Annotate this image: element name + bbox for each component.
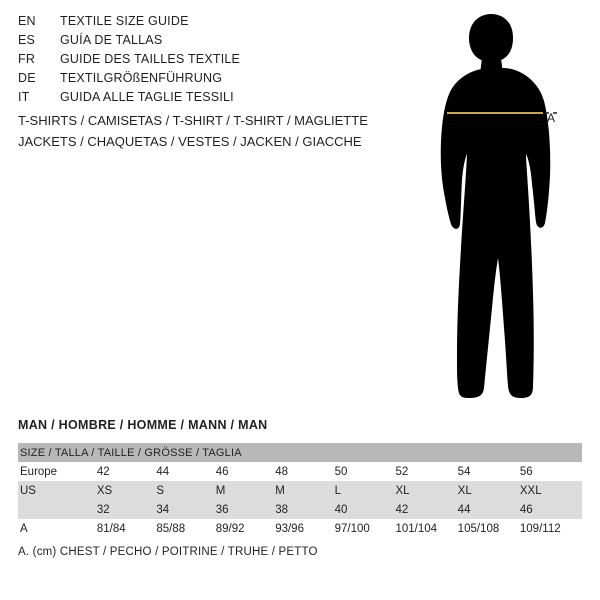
table-cell: 38 — [275, 500, 334, 519]
footnote-chest-measure: A. (cm) CHEST / PECHO / POITRINE / TRUHE / PETTO — [18, 546, 318, 558]
table-cell: 46 — [520, 500, 582, 519]
table-cell: XL — [458, 481, 520, 500]
table-cell: 101/104 — [395, 519, 457, 538]
table-cell: M — [216, 481, 275, 500]
table-header-label: SIZE / TALLA / TAILLE / GRÖSSE / TAGLIA — [18, 443, 582, 462]
language-title: TEXTILGRÖßENFÜHRUNG — [60, 71, 223, 85]
language-title: GUÍA DE TALLAS — [60, 33, 163, 47]
table-cell: XL — [395, 481, 457, 500]
table-cell: L — [335, 481, 396, 500]
table-cell: 44 — [156, 462, 215, 481]
table-cell: 105/108 — [458, 519, 520, 538]
table-cell: 85/88 — [156, 519, 215, 538]
language-row — [18, 90, 398, 109]
language-code: IT — [18, 90, 30, 104]
table-cell: 81/84 — [97, 519, 156, 538]
table-cell: 44 — [458, 500, 520, 519]
silhouette-svg — [395, 8, 595, 408]
table-cell: 89/92 — [216, 519, 275, 538]
row-label: Europe — [18, 462, 97, 481]
language-row — [18, 14, 398, 33]
table-cell: 50 — [335, 462, 396, 481]
language-title: TEXTILE SIZE GUIDE — [60, 14, 189, 28]
table-row — [18, 462, 582, 481]
table-cell: 40 — [335, 500, 396, 519]
table-cell: M — [275, 481, 334, 500]
row-label: US — [18, 481, 97, 500]
category-line-tshirts: T-SHIRTS / CAMISETAS / T-SHIRT / T-SHIRT / MAGLIETTE — [18, 113, 368, 128]
male-silhouette-figure — [395, 8, 595, 408]
table-cell: 56 — [520, 462, 582, 481]
language-code: EN — [18, 14, 36, 28]
table-row — [18, 519, 582, 538]
table-header-row — [18, 443, 582, 462]
row-label: A — [18, 519, 97, 538]
table-cell: S — [156, 481, 215, 500]
table-row — [18, 500, 582, 519]
table-cell: XS — [97, 481, 156, 500]
size-table — [18, 443, 582, 538]
language-code: FR — [18, 52, 36, 66]
table-cell: 36 — [216, 500, 275, 519]
table-cell: 97/100 — [335, 519, 396, 538]
language-code: DE — [18, 71, 36, 85]
table-cell: 109/112 — [520, 519, 582, 538]
table-cell: 46 — [216, 462, 275, 481]
table-cell: 34 — [156, 500, 215, 519]
language-row — [18, 33, 398, 52]
language-row — [18, 52, 398, 71]
table-row — [18, 481, 582, 500]
table-cell: 93/96 — [275, 519, 334, 538]
category-line-jackets: JACKETS / CHAQUETAS / VESTES / JACKEN / GIACCHE — [18, 134, 362, 149]
table-cell: XXL — [520, 481, 582, 500]
table-cell: 32 — [97, 500, 156, 519]
table-cell: 52 — [395, 462, 457, 481]
table-cell: 42 — [395, 500, 457, 519]
measure-label-a: A — [547, 111, 556, 125]
table-cell: 42 — [97, 462, 156, 481]
gender-heading: MAN / HOMBRE / HOMME / MANN / MAN — [18, 418, 268, 432]
language-code: ES — [18, 33, 36, 47]
language-header-block — [18, 14, 398, 109]
table-cell: 48 — [275, 462, 334, 481]
language-title: GUIDE DES TAILLES TEXTILE — [60, 52, 241, 66]
table-cell: 54 — [458, 462, 520, 481]
category-block — [18, 110, 418, 152]
language-row — [18, 71, 398, 90]
row-label — [18, 500, 97, 519]
language-title: GUIDA ALLE TAGLIE TESSILI — [60, 90, 234, 104]
